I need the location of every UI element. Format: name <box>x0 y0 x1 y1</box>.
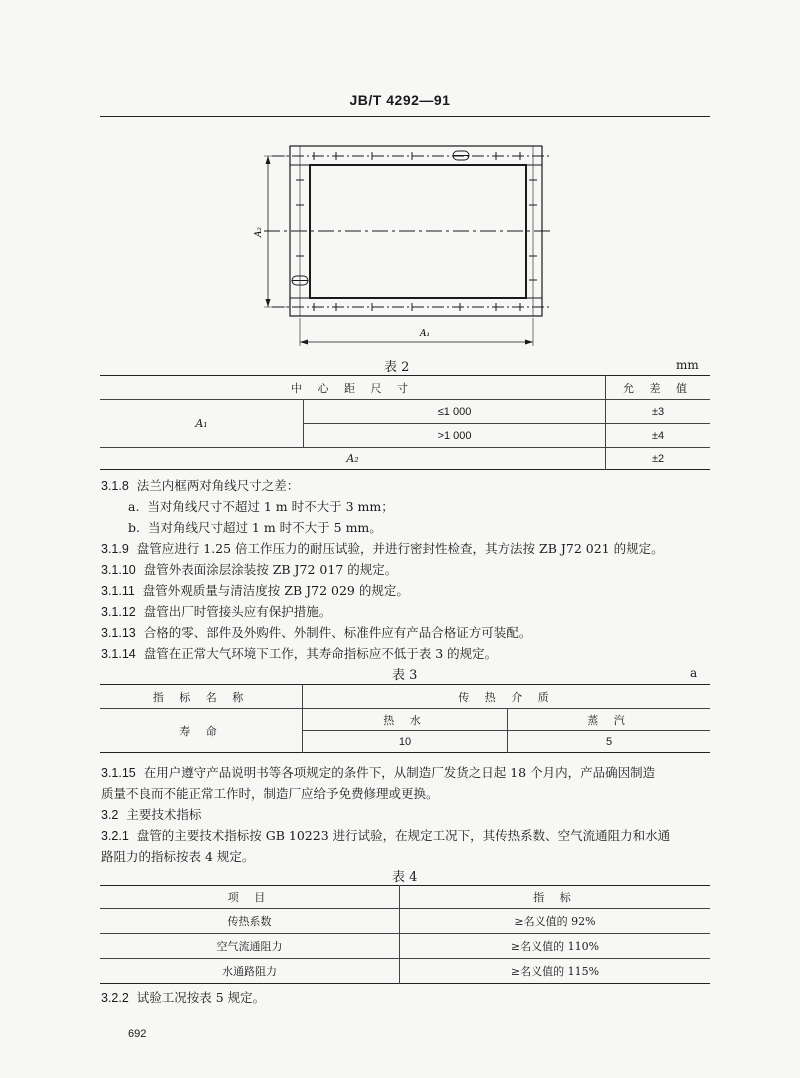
table3-val-hot-water: 10 <box>303 731 508 753</box>
table4 <box>100 885 710 984</box>
table4-head-index: 指 标 <box>400 886 711 909</box>
table3-row-life: 寿 命 <box>100 709 303 753</box>
table3-head-name: 指 标 名 称 <box>100 685 303 709</box>
table4-item-water-resist: 水通路阻力 <box>100 959 400 984</box>
clause-3-1-8: 3.1.8 法兰内框两对角线尺寸之差： <box>101 478 300 493</box>
flange-frame-figure <box>240 138 560 350</box>
table2-head-tolerance: 允 差 值 <box>606 376 710 400</box>
table4-item-air-resist: 空气流通阻力 <box>100 934 400 959</box>
document-header: JB/T 4292—91 <box>349 92 451 108</box>
clause-3-1-11: 3.1.11 盘管外观质量与清洁度按 ZB J72 029 的规定。 <box>101 583 409 598</box>
clause-3-2-2: 3.2.2 试验工况按表 5 规定。 <box>101 990 266 1005</box>
clause-3-1-15-line2: 质量不良而不能正常工作时，制造厂应给予免费修理或更换。 <box>101 786 439 801</box>
clause-3-1-8-a: a. 当对角线尺寸不超过 1 m 时不大于 3 mm； <box>128 499 394 514</box>
dim-label-a2: A₂ <box>254 226 264 238</box>
clause-3-2-1-line2: 路阻力的指标按表 4 规定。 <box>101 849 255 864</box>
table2-tol-2: ±2 <box>651 452 665 465</box>
table2-row-a2-label: A₂ <box>100 448 606 470</box>
table2-caption: 表 2 <box>384 360 410 375</box>
clause-3-1-15-line1: 3.1.15 在用户遵守产品说明书等各项规定的条件下，从制造厂发货之日起 18 个月内，产品确因制造 <box>101 765 656 780</box>
table3-val-steam: 5 <box>605 735 613 748</box>
clause-3-1-9: 3.1.9 盘管应进行 1.25 倍工作压力的耐压试验，并进行密封性检查，其方法按 ZB J72 021 的规定。 <box>101 541 664 556</box>
table4-head-item: 项 目 <box>100 886 400 909</box>
table2-row-a1-label: A₁ <box>100 400 304 448</box>
section-3-2-heading: 3.2 主要技术指标 <box>101 807 202 822</box>
table2-tol-4: ±4 <box>606 424 710 448</box>
table2-unit: mm <box>676 358 699 372</box>
table2-cond-le1000: ≤1 000 <box>304 400 606 424</box>
table4-caption: 表 4 <box>392 870 418 885</box>
table4-val-water-resist: ≥名义值的 115% <box>510 965 600 978</box>
clause-3-1-14: 3.1.14 盘管在正常大气环境下工作，其寿命指标应不低于表 3 的规定。 <box>101 646 498 661</box>
clause-3-1-8-b: b. 当对角线尺寸超过 1 m 时不大于 5 mm。 <box>128 520 382 535</box>
table2-cond-gt1000: >1 000 <box>304 424 606 448</box>
table3 <box>100 684 710 753</box>
clause-3-1-10: 3.1.10 盘管外表面涂层涂装按 ZB J72 017 的规定。 <box>101 562 398 577</box>
header-rule <box>100 116 710 117</box>
dim-label-a1: A₁ <box>419 329 431 339</box>
table4-item-heat-coef: 传热系数 <box>100 909 400 934</box>
table3-sub-hot-water: 热 水 <box>303 709 508 731</box>
clause-3-2-1-line1: 3.2.1 盘管的主要技术指标按 GB 10223 进行试验，在规定工况下，其传热系数、空气流通阻力和水通 <box>101 828 671 843</box>
table3-sub-steam: 蒸 汽 <box>508 709 711 731</box>
table3-unit: a <box>690 666 698 680</box>
clause-3-1-12: 3.1.12 盘管出厂时管接头应有保护措施。 <box>101 604 332 619</box>
table4-val-heat-coef: ≥名义值的 92% <box>400 909 711 934</box>
table4-val-air-resist: ≥名义值的 110% <box>400 934 711 959</box>
table2-tol-3: ±3 <box>606 400 710 424</box>
table3-caption: 表 3 <box>392 668 418 683</box>
table2 <box>100 375 710 470</box>
clause-3-1-13: 3.1.13 合格的零、部件及外购件、外制件、标准件应有产品合格证方可装配。 <box>101 625 532 640</box>
page-number: 692 <box>128 1028 147 1040</box>
table3-head-medium: 传 热 介 质 <box>303 685 711 709</box>
table2-head-distance: 中 心 距 尺 寸 <box>100 376 606 400</box>
